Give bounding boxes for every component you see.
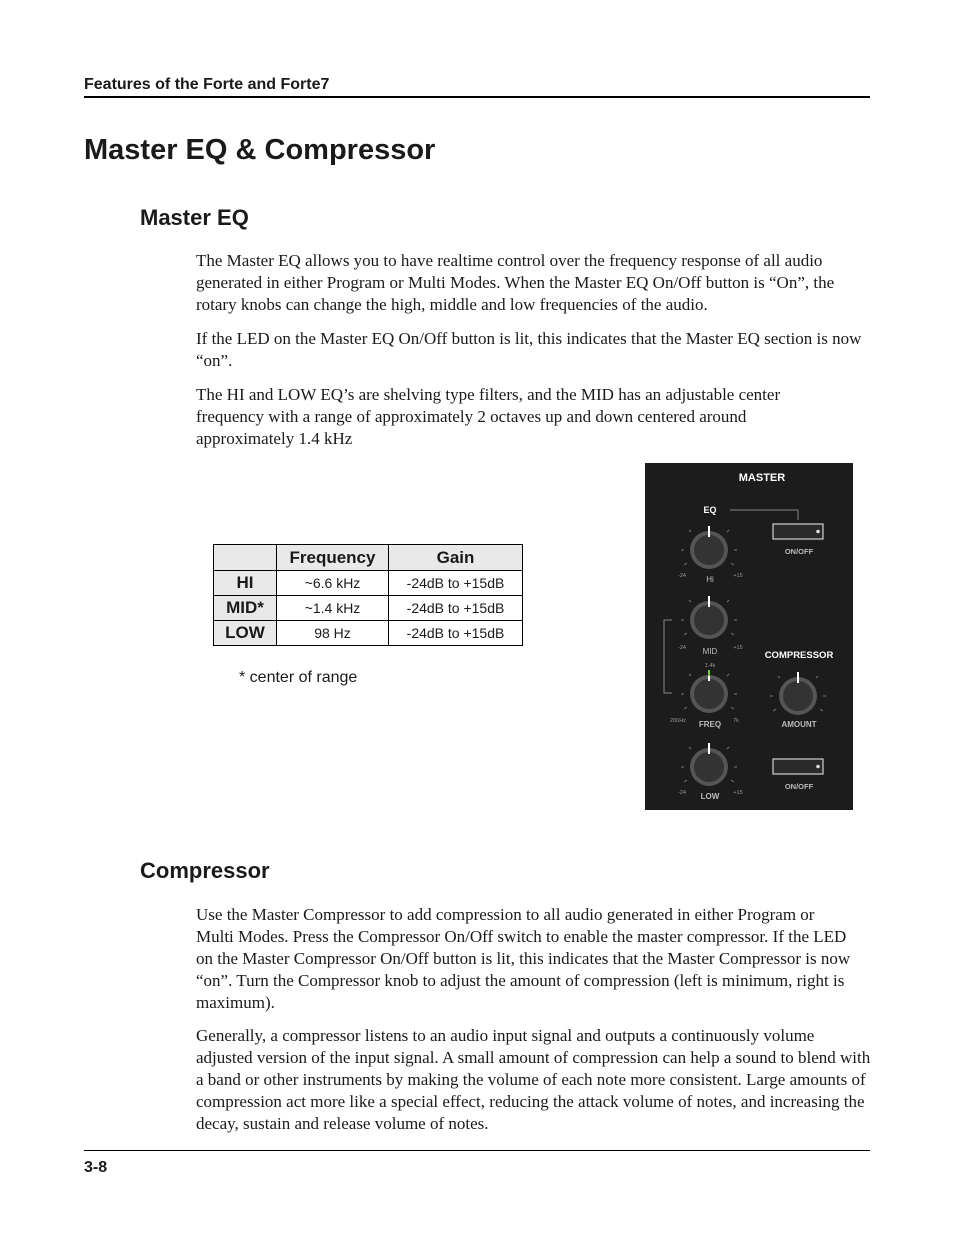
compressor-led-icon — [816, 765, 820, 769]
master-eq-paragraph-2: If the LED on the Master EQ On/Off button is lit, this indicates that the Master EQ section is now “on”. — [196, 329, 862, 370]
eq-label: EQ — [703, 505, 717, 515]
page-number: 3-8 — [84, 1159, 108, 1176]
hi-min-label: -24 — [678, 573, 686, 579]
compressor-on-off-button[interactable] — [773, 759, 823, 774]
running-header: Features of the Forte and Forte7 — [84, 76, 870, 98]
eq-band-cell: LOW — [214, 621, 277, 646]
compressor-on-off-label: ON/OFF — [784, 782, 814, 791]
eq-on-off-button[interactable] — [773, 524, 823, 539]
master-eq-paragraph-1: The Master EQ allows you to have realtime control over the frequency response of all audio generated in either Program or Multi Modes. When the Master EQ On/Off button is “On”, the rotary knobs can change the high, middle and low frequencies of the audio. — [196, 251, 835, 314]
eq-table-header-gain: Gain — [389, 545, 523, 571]
eq-table — [213, 544, 523, 646]
freq-label: FREQ — [698, 720, 722, 729]
eq-frequency-cell: 98 Hz — [277, 621, 389, 646]
eq-frequency-cell: ~6.6 kHz — [277, 571, 389, 596]
freq-center-label: 1.4k — [704, 663, 716, 669]
panel-title: MASTER — [738, 472, 786, 484]
eq-gain-cell: -24dB to +15dB — [389, 571, 523, 596]
compressor-heading: Compressor — [140, 858, 270, 883]
eq-band-cell: HI — [214, 571, 277, 596]
compressor-paragraph-1: Use the Master Compressor to add compression to all audio generated in either Program or Multi Modes. Press the Compressor On/Off switch to enable the master compressor. If the LED on the Master Compressor On/Off button is lit, this indicates that the Master Compressor is now “on”. Turn the Compressor knob to adjust the amount of compression (left is minimum, right is maximum). — [196, 905, 851, 1012]
compressor-paragraph-2: Generally, a compressor listens to an audio input signal and outputs a continuously volume adjusted version of the input signal. A small amount of compression can help a sound to blend with a band or other instruments by making the volume of each note more consistent. Large amounts of compression act more like a special effect, reducing the attack volume of notes, and increasing the decay, sustain and release volume of notes. — [196, 1026, 871, 1133]
page-title: Master EQ & Compressor — [84, 134, 436, 166]
eq-led-icon — [816, 530, 820, 534]
table-row — [214, 621, 523, 646]
amount-label: AMOUNT — [781, 720, 817, 729]
low-label: LOW — [700, 792, 720, 801]
footer-rule — [84, 1150, 870, 1151]
table-row — [214, 571, 523, 596]
compressor-label: COMPRESSOR — [764, 650, 834, 661]
master-panel-illustration — [645, 463, 853, 810]
panel-background — [645, 463, 853, 810]
low-min-label: -24 — [678, 790, 686, 796]
eq-gain-cell: -24dB to +15dB — [389, 621, 523, 646]
eq-table-header-row — [214, 545, 523, 571]
eq-table-header-band — [214, 545, 277, 571]
eq-frequency-cell: ~1.4 kHz — [277, 596, 389, 621]
eq-table-header-frequency: Frequency — [277, 545, 389, 571]
eq-gain-cell: -24dB to +15dB — [389, 596, 523, 621]
mid-max-label: +15 — [733, 645, 743, 651]
table-footnote: * center of range — [239, 669, 358, 686]
table-row — [214, 596, 523, 621]
mid-min-label: -24 — [678, 645, 686, 651]
eq-band-cell: MID* — [214, 596, 277, 621]
hi-max-label: +15 — [733, 573, 743, 579]
mid-label: MID — [702, 647, 718, 656]
low-max-label: +15 — [733, 790, 743, 796]
master-eq-heading: Master EQ — [140, 205, 249, 230]
freq-max-label: 7k — [733, 718, 739, 724]
hi-label: Hi — [706, 575, 714, 584]
freq-min-label: 200Hz — [670, 718, 686, 724]
master-eq-paragraph-3: The HI and LOW EQ’s are shelving type filters, and the MID has an adjustable center frequency with a range of approximately 2 octaves up and down centered around approximately 1.4 kHz — [196, 385, 781, 448]
eq-on-off-label: ON/OFF — [784, 547, 814, 556]
